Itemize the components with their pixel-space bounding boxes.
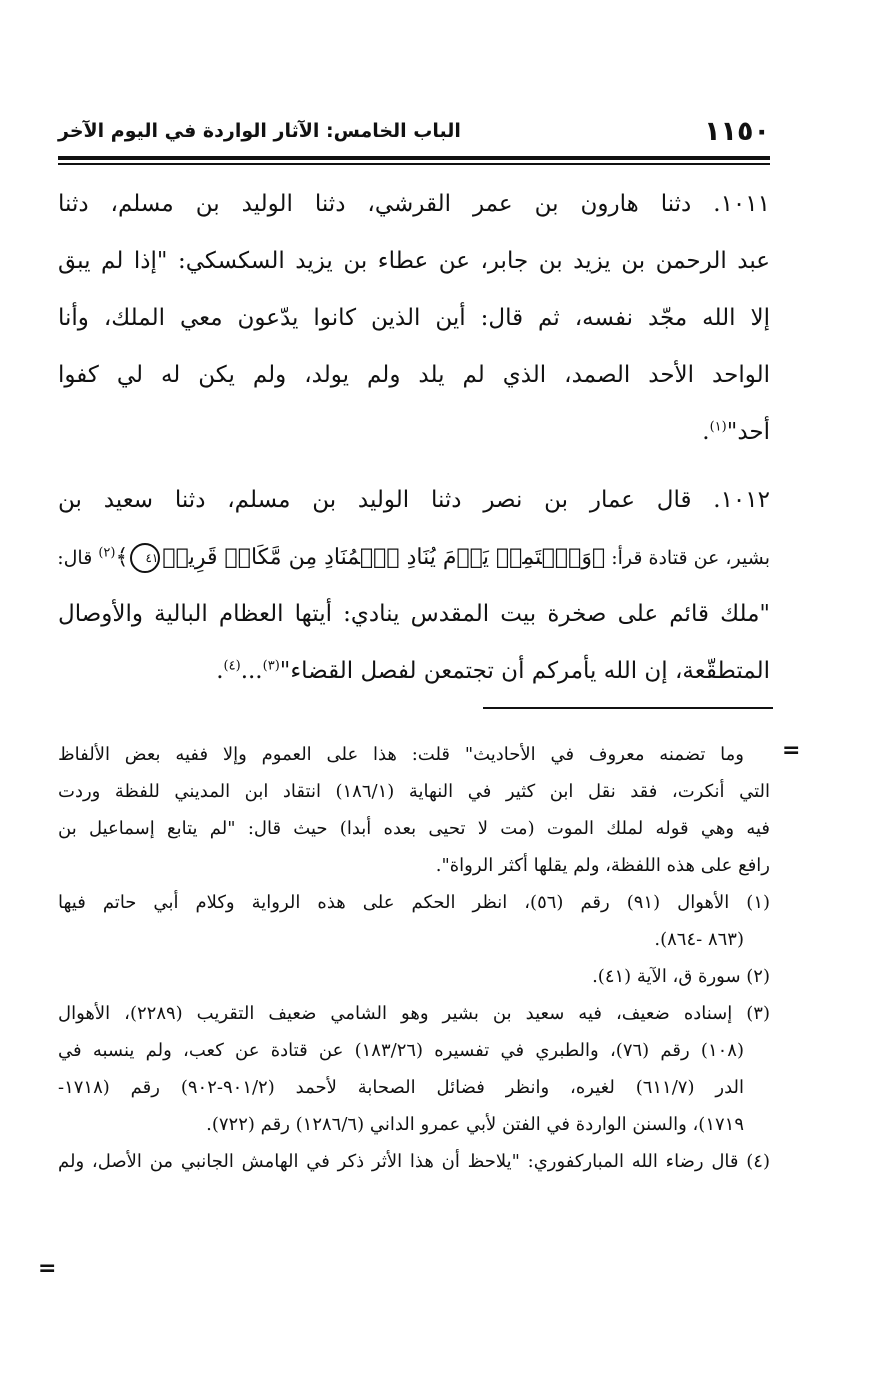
text-line-last [58,643,770,700]
header-rule-thin [58,163,770,165]
running-header [58,110,770,156]
footnote-1 [58,884,770,958]
text-line-last [58,404,770,461]
text-line: عبد الرحمن بن يزيد بن جابر، عن عطاء بن يزيد السكسكي: "إذا لم يبق [58,248,770,274]
text-fragment: . [216,658,224,684]
footnotes [58,736,770,1180]
paragraph-1011 [58,176,770,461]
chapter-title: الباب الخامس: الآثار الواردة في اليوم الآخر [58,120,461,142]
page-number: ١١٥٠ [704,116,770,147]
footnote-separator [483,707,773,709]
text-line: إلا الله مجّد نفسه، ثم قال: أين الذين كانوا يدّعون معي الملك، وأنا [58,305,770,331]
quran-verse: ﴿وَٱسۡتَمِعۡ يَوۡمَ يُنَادِ ٱلۡمُنَادِ مِن مَّكَانٖ قَرِيبٖ٤١﴾ [115,545,605,570]
text-fragment: ... [240,658,263,684]
footnote-line: (٣) إسناده ضعيف، فيه سعيد بن بشير وهو الشامي ضعيف التقريب (٢٢٨٩)، الأهوال [58,1003,770,1024]
footnote-line: الدر (٦١١/٧) لغيره، وانظر فضائل الصحابة لأحمد (٩٠١/٢-٩٠٢) رقم (١٧١٨- [58,1077,745,1098]
text-line: ١٠١٢. قال عمار بن نصر دثنا الوليد بن مسلم، دثنا سعيد بن [58,487,770,513]
footnote-ref: (٢) [98,545,116,561]
footnote-ref: (٣) [262,658,280,674]
footnote-line: (٢) سورة ق، الآية (٤١). [592,966,770,987]
text-fragment: المتطقّعة، إن الله يأمركم أن تجتمعن لفصل القضاء" [279,658,770,684]
text-line-quran [58,529,770,586]
footnote-2 [58,958,770,995]
footnote-line: (١) الأهوال (٩١) رقم (٥٦)، انظر الحكم على هذه الرواية وكلام أبي حاتم فيها [58,892,771,913]
ayah-number-marker: ٤١ [130,543,160,573]
footnote-continuation [58,736,770,884]
footnote-line: التي أنكرت، فقد نقل ابن كثير في النهاية (١٨٦/١) انتقاد ابن المديني للفظة وردت [58,781,770,802]
footnote-3 [58,995,770,1143]
footnote-line: (١٠٨) رقم (٧٦)، والطبري في تفسيره (١٨٣/٢٦) عن قتادة عن كعب، ولم ينسبه في [58,1040,744,1061]
text-line: "ملك قائم على صخرة بيت المقدس ينادي: أيتها العظام البالية والأوصال [58,601,770,627]
footnote-line: رافع على هذه اللفظة، ولم يقلها أكثر الرواة". [435,855,770,876]
paragraph-1012 [58,472,770,700]
text-fragment: قال: [57,547,93,569]
continuation-mark-top: = [782,738,801,763]
footnote-line: (٤) قال رضاء الله المباركفوري: "يلاحظ أن هذا الأثر ذكر في الهامش الجانبي من الأصل، ولم [58,1151,770,1172]
footnote-line: ١٧١٩)، والسنن الواردة في الفتن لأبي عمرو الداني (١٢٨٦/٦) رقم (٧٢٢). [206,1114,744,1135]
footnote-ref: (١) [709,419,727,435]
footnote-line: وما تضمنه معروف في الأحاديث" قلت: هذا على العموم وإلا ففيه بعض الألفاظ [58,744,744,765]
text-fragment: . [702,419,710,445]
main-text [58,176,770,700]
text-fragment: أحد" [726,419,770,445]
footnote-line: فيه وهي قوله لملك الموت (مت لا تحيى بعده أبدا) حيث قال: "لم يتابع إسماعيل بن [58,818,771,839]
continuation-mark-bottom: = [38,1256,57,1281]
text-line: ١٠١١. دثنا هارون بن عمر القرشي، دثنا الوليد بن مسلم، دثنا [58,191,770,217]
footnote-ref: (٤) [223,658,241,674]
footnote-4 [58,1143,770,1180]
text-fragment: بشير، عن قتادة قرأ: [611,547,770,569]
header-rule-thick [58,156,770,160]
text-line: الواحد الأحد الصمد، الذي لم يلد ولم يولد، ولم يكن له لي كفوا [58,362,770,388]
footnote-line: (٨٦٣ -٨٦٤). [654,929,744,950]
